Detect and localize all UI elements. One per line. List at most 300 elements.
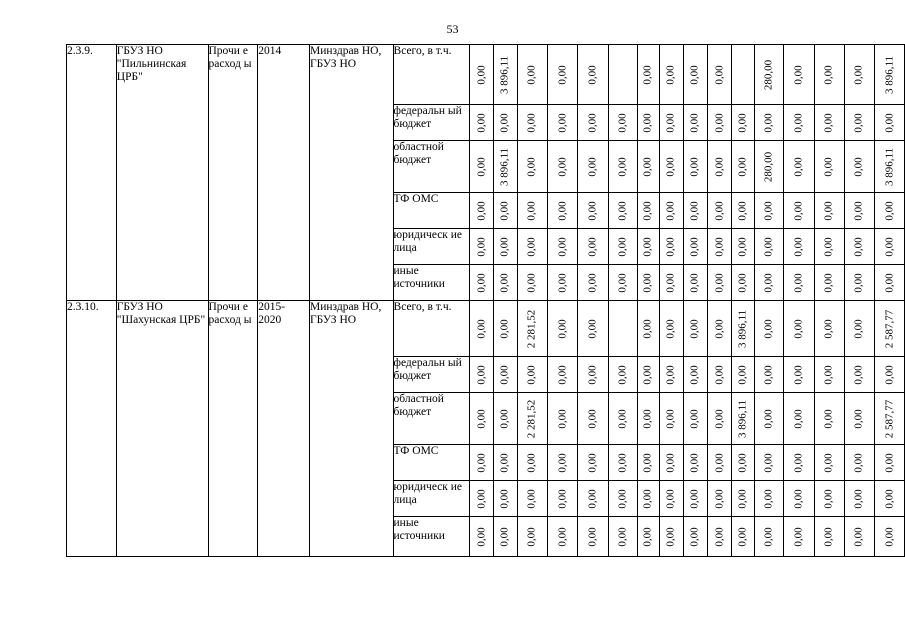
value-cell (493, 193, 517, 229)
value-cell (470, 301, 494, 357)
organization-name: ГБУЗ НО "Шахунская ЦРБ" (116, 301, 208, 557)
value-text: 0,00 (475, 272, 488, 293)
value-cell (659, 105, 683, 141)
value-cell (493, 141, 517, 193)
value-text: 3 896,11 (883, 55, 896, 94)
value-cell (708, 445, 732, 481)
value-cell (577, 229, 608, 265)
value-cell (470, 265, 494, 301)
value-cell (659, 393, 683, 445)
value-cell (493, 301, 517, 357)
funding-source: юридическ ие лица (393, 481, 470, 517)
value-text: 0,00 (688, 318, 701, 339)
value-text: 0,00 (641, 64, 654, 85)
value-text: 0,00 (822, 364, 835, 385)
value-text: 0,00 (736, 488, 749, 509)
value-text: 0,00 (586, 318, 599, 339)
value-text: 0,00 (556, 156, 569, 177)
value-text: 0,00 (475, 318, 488, 339)
value-cell (844, 193, 875, 229)
value-text: 2 281,52 (525, 309, 538, 348)
value-cell (683, 357, 708, 393)
value-cell (814, 481, 844, 517)
value-text: 0,00 (713, 64, 726, 85)
value-cell (683, 393, 708, 445)
value-cell (659, 141, 683, 193)
value-text: 0,00 (641, 364, 654, 385)
value-text: 0,00 (713, 272, 726, 293)
value-text: 2 587,77 (883, 399, 896, 438)
table-row (67, 301, 905, 357)
value-text: 0,00 (475, 488, 488, 509)
value-cell (708, 517, 732, 557)
value-cell (548, 265, 578, 301)
value-text: 0,00 (822, 488, 835, 509)
value-cell (708, 301, 732, 357)
value-cell (548, 481, 578, 517)
value-cell (754, 517, 784, 557)
value-cell (708, 481, 732, 517)
value-cell (548, 229, 578, 265)
value-cell (493, 45, 517, 105)
value-cell (844, 141, 875, 193)
value-text: 0,00 (498, 318, 511, 339)
value-cell (784, 265, 815, 301)
value-cell (754, 229, 784, 265)
funding-source: иные источники (393, 517, 470, 557)
value-text: 0,00 (641, 408, 654, 429)
value-cell (844, 229, 875, 265)
value-text: 0,00 (852, 200, 865, 221)
value-cell (493, 357, 517, 393)
executor: Минздрав НО, ГБУЗ НО (309, 45, 393, 301)
value-cell (638, 265, 660, 301)
value-cell (548, 301, 578, 357)
value-text: 0,00 (586, 64, 599, 85)
value-cell (875, 193, 905, 229)
value-cell (608, 481, 638, 517)
value-cell (608, 445, 638, 481)
value-cell (708, 265, 732, 301)
value-cell (814, 357, 844, 393)
value-cell (683, 445, 708, 481)
value-text: 0,00 (475, 526, 488, 547)
value-text: 0,00 (713, 526, 726, 547)
value-text: 0,00 (616, 156, 629, 177)
value-cell (638, 105, 660, 141)
value-text: 0,00 (498, 408, 511, 429)
value-cell (470, 393, 494, 445)
value-text: 0,00 (713, 156, 726, 177)
value-text: 0,00 (736, 156, 749, 177)
value-cell (731, 357, 754, 393)
value-cell (875, 265, 905, 301)
value-text: 0,00 (475, 200, 488, 221)
value-text: 0,00 (792, 112, 805, 133)
value-text: 2 587,77 (883, 309, 896, 348)
value-text: 0,00 (852, 156, 865, 177)
value-cell (683, 141, 708, 193)
value-text: 0,00 (736, 236, 749, 257)
value-cell (731, 141, 754, 193)
value-cell (875, 141, 905, 193)
value-text: 0,00 (762, 272, 775, 293)
value-text: 0,00 (498, 236, 511, 257)
value-text: 0,00 (688, 200, 701, 221)
value-cell (784, 357, 815, 393)
value-cell (577, 105, 608, 141)
value-cell (754, 481, 784, 517)
value-cell (659, 265, 683, 301)
value-cell (683, 517, 708, 557)
value-cell (683, 301, 708, 357)
value-text: 0,00 (586, 272, 599, 293)
value-cell (470, 481, 494, 517)
value-cell (731, 517, 754, 557)
value-text: 0,00 (616, 200, 629, 221)
value-cell (470, 445, 494, 481)
budget-table (66, 44, 905, 557)
value-cell (577, 393, 608, 445)
value-text: 0,00 (664, 488, 677, 509)
value-cell (754, 357, 784, 393)
value-text: 0,00 (616, 112, 629, 133)
value-text: 0,00 (792, 200, 805, 221)
value-cell (493, 445, 517, 481)
table-row (67, 45, 905, 105)
value-cell (493, 517, 517, 557)
value-text: 0,00 (852, 272, 865, 293)
value-text: 0,00 (475, 64, 488, 85)
value-cell (754, 105, 784, 141)
value-text: 0,00 (664, 408, 677, 429)
value-cell (517, 45, 548, 105)
value-text: 0,00 (713, 112, 726, 133)
value-text: 0,00 (688, 408, 701, 429)
value-text: 0,00 (713, 200, 726, 221)
value-cell (754, 265, 784, 301)
value-cell (708, 141, 732, 193)
value-text: 0,00 (586, 452, 599, 473)
value-cell (754, 393, 784, 445)
value-cell (659, 481, 683, 517)
value-cell (608, 45, 638, 105)
value-text: 0,00 (688, 272, 701, 293)
value-text: 0,00 (822, 236, 835, 257)
value-text: 0,00 (664, 272, 677, 293)
value-cell (608, 357, 638, 393)
value-cell (577, 193, 608, 229)
value-cell (731, 45, 754, 105)
value-text: 0,00 (792, 156, 805, 177)
value-text: 0,00 (822, 112, 835, 133)
value-text: 0,00 (688, 64, 701, 85)
value-text: 0,00 (664, 452, 677, 473)
value-cell (659, 301, 683, 357)
value-cell (784, 229, 815, 265)
value-cell (844, 265, 875, 301)
value-text: 0,00 (883, 364, 896, 385)
value-text: 0,00 (852, 364, 865, 385)
value-cell (470, 45, 494, 105)
value-text: 0,00 (498, 526, 511, 547)
value-text: 0,00 (556, 64, 569, 85)
value-text: 0,00 (852, 64, 865, 85)
value-text: 0,00 (525, 64, 538, 85)
value-text: 0,00 (688, 156, 701, 177)
page-number: 53 (446, 22, 459, 36)
value-text: 0,00 (525, 488, 538, 509)
value-text: 0,00 (525, 526, 538, 547)
value-text: 0,00 (762, 318, 775, 339)
value-text: 0,00 (822, 318, 835, 339)
value-cell (708, 229, 732, 265)
value-text: 0,00 (792, 526, 805, 547)
value-cell (814, 517, 844, 557)
expense-category: Прочи е расход ы (208, 301, 258, 557)
value-text: 0,00 (475, 156, 488, 177)
value-text: 0,00 (641, 526, 654, 547)
value-text: 0,00 (792, 236, 805, 257)
value-text: 0,00 (762, 452, 775, 473)
value-cell (683, 265, 708, 301)
value-cell (708, 45, 732, 105)
value-text: 0,00 (822, 452, 835, 473)
value-text: 0,00 (556, 488, 569, 509)
value-text: 0,00 (556, 408, 569, 429)
funding-source: Всего, в т.ч. (393, 45, 470, 105)
value-cell (517, 445, 548, 481)
period: 2015- 2020 (258, 301, 310, 557)
value-text: 0,00 (792, 364, 805, 385)
value-text: 0,00 (688, 488, 701, 509)
value-text: 0,00 (664, 364, 677, 385)
value-text: 0,00 (525, 156, 538, 177)
value-text: 0,00 (822, 200, 835, 221)
funding-source: федеральн ый бюджет (393, 357, 470, 393)
value-text: 0,00 (762, 364, 775, 385)
value-text: 0,00 (883, 452, 896, 473)
value-cell (814, 445, 844, 481)
value-text: 0,00 (713, 452, 726, 473)
value-cell (875, 445, 905, 481)
value-cell (708, 393, 732, 445)
value-cell (548, 141, 578, 193)
value-text: 0,00 (713, 318, 726, 339)
value-text: 0,00 (792, 488, 805, 509)
value-text: 0,00 (688, 452, 701, 473)
value-cell (493, 393, 517, 445)
value-cell (517, 105, 548, 141)
value-text: 0,00 (664, 156, 677, 177)
value-text: 3 896,11 (736, 399, 749, 438)
value-cell (659, 357, 683, 393)
value-text: 0,00 (736, 112, 749, 133)
value-text: 0,00 (616, 364, 629, 385)
value-text: 0,00 (498, 364, 511, 385)
value-text: 0,00 (822, 526, 835, 547)
value-text: 0,00 (475, 364, 488, 385)
value-text: 0,00 (736, 272, 749, 293)
value-cell (470, 193, 494, 229)
value-cell (577, 141, 608, 193)
value-text: 0,00 (616, 236, 629, 257)
value-cell (754, 193, 784, 229)
value-text: 0,00 (736, 452, 749, 473)
value-text: 0,00 (475, 408, 488, 429)
value-cell (814, 105, 844, 141)
value-cell (731, 301, 754, 357)
value-text: 0,00 (852, 408, 865, 429)
value-cell (608, 393, 638, 445)
value-cell (577, 481, 608, 517)
value-cell (731, 393, 754, 445)
value-cell (844, 517, 875, 557)
value-text: 3 896,11 (498, 147, 511, 186)
value-text: 0,00 (664, 112, 677, 133)
value-cell (577, 445, 608, 481)
value-cell (517, 265, 548, 301)
value-text: 0,00 (792, 64, 805, 85)
value-cell (731, 445, 754, 481)
value-text: 0,00 (586, 236, 599, 257)
value-cell (731, 265, 754, 301)
value-text: 0,00 (498, 112, 511, 133)
funding-source: ТФ ОМС (393, 193, 470, 229)
value-cell (517, 481, 548, 517)
value-cell (608, 229, 638, 265)
value-text: 0,00 (762, 488, 775, 509)
value-text: 0,00 (475, 112, 488, 133)
value-text: 0,00 (556, 236, 569, 257)
value-text: 0,00 (664, 236, 677, 257)
value-text: 0,00 (556, 272, 569, 293)
value-cell (683, 105, 708, 141)
value-text: 0,00 (688, 526, 701, 547)
value-text: 0,00 (525, 272, 538, 293)
value-cell (708, 193, 732, 229)
value-text: 0,00 (713, 488, 726, 509)
value-cell (493, 229, 517, 265)
value-cell (608, 301, 638, 357)
value-text: 0,00 (736, 200, 749, 221)
value-cell (784, 481, 815, 517)
value-cell (844, 357, 875, 393)
value-cell (638, 393, 660, 445)
value-cell (577, 265, 608, 301)
value-text: 0,00 (688, 112, 701, 133)
value-cell (517, 229, 548, 265)
value-text: 0,00 (641, 156, 654, 177)
value-text: 0,00 (713, 236, 726, 257)
value-text: 0,00 (641, 200, 654, 221)
value-cell (517, 301, 548, 357)
value-cell (814, 393, 844, 445)
value-cell (814, 141, 844, 193)
value-cell (608, 265, 638, 301)
value-text: 0,00 (664, 64, 677, 85)
value-text: 3 896,11 (736, 309, 749, 348)
value-text: 0,00 (688, 364, 701, 385)
value-cell (517, 393, 548, 445)
value-cell (875, 517, 905, 557)
value-cell (814, 193, 844, 229)
value-cell (784, 141, 815, 193)
value-text: 0,00 (556, 318, 569, 339)
value-cell (470, 229, 494, 265)
value-cell (784, 517, 815, 557)
value-cell (638, 229, 660, 265)
value-text: 0,00 (641, 318, 654, 339)
value-cell (731, 105, 754, 141)
item-code: 2.3.9. (67, 45, 117, 301)
value-text: 0,00 (762, 408, 775, 429)
value-cell (683, 229, 708, 265)
value-text: 0,00 (586, 408, 599, 429)
value-cell (577, 45, 608, 105)
value-text: 0,00 (762, 236, 775, 257)
value-text: 0,00 (883, 112, 896, 133)
value-cell (683, 481, 708, 517)
value-cell (470, 517, 494, 557)
value-text: 0,00 (586, 526, 599, 547)
funding-source: Всего, в т.ч. (393, 301, 470, 357)
value-cell (608, 193, 638, 229)
value-cell (493, 265, 517, 301)
value-cell (814, 229, 844, 265)
value-text: 0,00 (525, 200, 538, 221)
value-text: 0,00 (556, 200, 569, 221)
value-text: 0,00 (616, 452, 629, 473)
value-text: 0,00 (498, 272, 511, 293)
value-cell (844, 105, 875, 141)
value-text: 0,00 (556, 526, 569, 547)
funding-source: федеральн ый бюджет (393, 105, 470, 141)
value-cell (784, 105, 815, 141)
value-text: 0,00 (852, 488, 865, 509)
value-text: 0,00 (713, 408, 726, 429)
value-cell (844, 45, 875, 105)
value-text: 0,00 (616, 408, 629, 429)
value-text: 0,00 (641, 452, 654, 473)
value-cell (517, 357, 548, 393)
value-cell (875, 301, 905, 357)
value-cell (470, 105, 494, 141)
value-cell (784, 445, 815, 481)
value-cell (638, 45, 660, 105)
value-text: 0,00 (498, 452, 511, 473)
value-text: 0,00 (525, 364, 538, 385)
value-cell (638, 193, 660, 229)
value-cell (731, 229, 754, 265)
value-cell (659, 45, 683, 105)
value-cell (659, 229, 683, 265)
value-cell (875, 393, 905, 445)
value-text: 0,00 (664, 318, 677, 339)
value-cell (638, 445, 660, 481)
funding-source: областной бюджет (393, 393, 470, 445)
value-text: 0,00 (616, 272, 629, 293)
value-text: 0,00 (792, 408, 805, 429)
expense-category: Прочи е расход ы (208, 45, 258, 301)
value-text: 0,00 (852, 318, 865, 339)
funding-source: ТФ ОМС (393, 445, 470, 481)
value-cell (708, 357, 732, 393)
value-text: 0,00 (586, 364, 599, 385)
value-text: 0,00 (792, 452, 805, 473)
value-cell (844, 481, 875, 517)
value-cell (548, 393, 578, 445)
